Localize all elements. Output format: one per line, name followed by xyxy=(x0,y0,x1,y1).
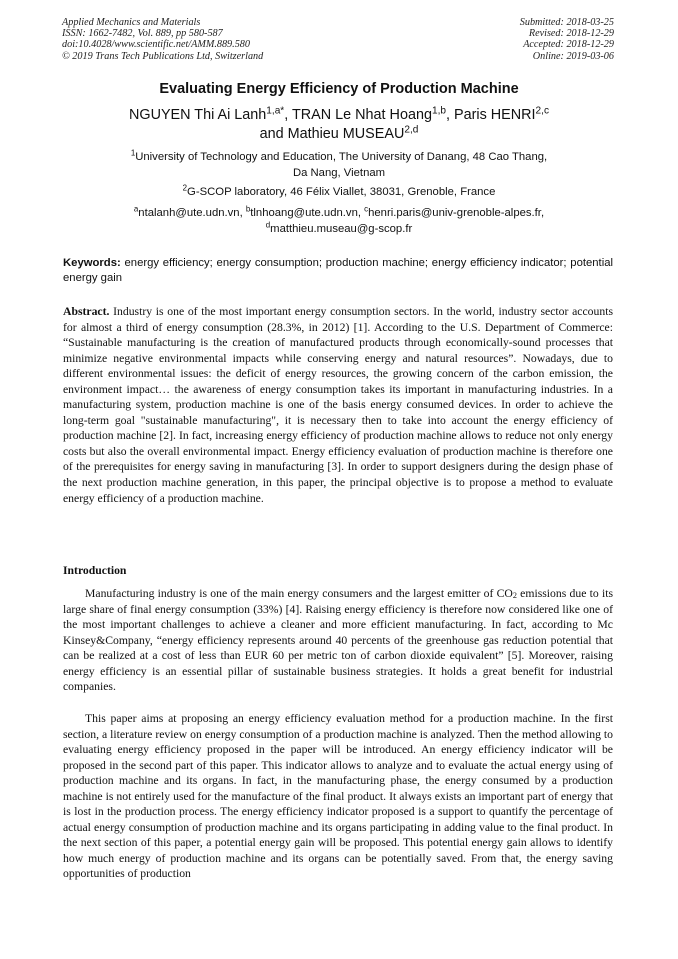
paragraph-text: emissions due to its large share of final energy consumption (33%) [4]. Raising energy efficiency is therefore now considered like one of the most important challenges to achieve a cleaner and more efficient manufacturing. In fact, according to Mc Kinsey&Company, “energy efficiency represents around 40 percents of the greenhouse gas reduction potential that can be realized at a cost of less than EUR 60 per metric ton of carbon dioxide equivalent” [5]. Moreover, raising energy efficiency is an essential pillar of sustainable business strategies. It holds a great benefit for industrial companies. xyxy=(63,587,613,694)
abstract-label: Abstract. xyxy=(63,305,110,318)
affiliation-2 xyxy=(60,185,618,201)
keywords-text: energy efficiency; energy consumption; production machine; energy efficiency indicator; potential energy gain xyxy=(63,257,613,285)
email-link[interactable]: ntalanh@ute.udn.vn, xyxy=(138,207,246,219)
journal-issn: ISSN: 1662-7482, Vol. 889, pp 580-587 xyxy=(62,28,223,40)
author-line-2 xyxy=(60,125,618,144)
author-name: Paris HENRI xyxy=(453,107,536,123)
journal-name: Applied Mechanics and Materials xyxy=(62,17,201,28)
email-link[interactable]: henri.paris@univ-grenoble-alpes.fr, xyxy=(368,207,545,219)
introduction-paragraph-2: This paper aims at proposing an energy efficiency evaluation method for a production machine. In the first section, a literature review on energy consumption of a production machine is analyzed. Then the method allowing to evaluating energy efficiency proposed in the paper will be introduced. An energy efficiency indicator will be proposed in the second part of this paper. This indicator allows to analyze and to evaluate the actual energy using of production machine and its organs. In fact, in the manufacturing phase, the energy consumed by a production machine is not entirely used for the manufacture of the final product. It always exists an important part of energy that is lost in the production process. The energy efficiency indicator proposed is a support to quantify the percentage of actual energy consumption of production machine and its organs participating in adding value to the final product. In the next section of this paper, a potential energy gain will be proposed. This potential energy gain allows to identify how much energy of production machine and its organs can be potentially saved. From that, the energy saving opportunities of production xyxy=(63,712,613,881)
author-affiliation-mark: 2,c xyxy=(535,105,549,117)
author-line-1 xyxy=(60,106,618,125)
paper-title: Evaluating Energy Efficiency of Production Machine xyxy=(159,81,519,97)
section-heading-introduction: Introduction xyxy=(63,564,127,577)
date-submitted: Submitted: 2018-03-25 xyxy=(519,17,614,28)
email-mark: c xyxy=(364,204,369,214)
keywords xyxy=(63,256,613,287)
email-mark: b xyxy=(245,204,251,214)
affiliation-mark: 2 xyxy=(182,183,188,193)
email-mark: a xyxy=(133,204,139,214)
date-revised: Revised: 2018-12-29 xyxy=(528,28,614,40)
affiliation-mark: 1 xyxy=(130,148,136,158)
author-name: and Mathieu MUSEAU xyxy=(259,126,405,142)
journal-doi: doi:10.4028/www.scientific.net/AMM.889.580 xyxy=(62,39,250,51)
author-separator: , xyxy=(445,107,454,123)
introduction-paragraph-1 xyxy=(63,586,613,695)
author-name: TRAN Le Nhat Hoang xyxy=(291,107,432,123)
affiliation-text: Da Nang, Vietnam xyxy=(292,166,386,179)
author-list xyxy=(60,106,618,144)
date-accepted: Accepted: 2018-12-29 xyxy=(523,39,614,51)
author-separator: , xyxy=(284,107,292,123)
subscript: 2 xyxy=(512,591,517,601)
journal-info xyxy=(62,17,263,62)
affiliation-1 xyxy=(60,150,618,181)
keywords-label: Keywords: xyxy=(63,257,121,269)
paragraph-text: Manufacturing industry is one of the main energy consumers and the largest emitter of CO xyxy=(85,587,513,600)
email-link[interactable]: matthieu.museau@g-scop.fr xyxy=(270,222,413,235)
affiliation-text: G-SCOP laboratory, 46 Félix Viallet, 38031, Grenoble, France xyxy=(187,186,496,198)
submission-dates xyxy=(520,17,614,62)
email-mark: d xyxy=(265,220,271,230)
author-affiliation-mark: 1,a* xyxy=(266,105,285,117)
journal-copyright: © 2019 Trans Tech Publications Ltd, Switzerland xyxy=(62,50,264,62)
email-link[interactable]: tlnhoang@ute.udn.vn, xyxy=(250,207,365,219)
author-affiliation-mark: 2,d xyxy=(404,124,419,136)
date-online: Online: 2019-03-06 xyxy=(532,50,614,62)
abstract-text: Industry is one of the most important energy consumption sectors. In the world, industry sector accounts for almost a third of energy consumption (28.3%, in 2012) [1]. According to the U.S. Department of Commerce: “Sustainable manufacturing is the creation of manufactured products through economically-sound processes that minimize negative environmental impacts while conserving energy and natural resources”. Nowadays, due to different environmental issues: the deficit of energy resources, the growing concern of the carbon emission, the environment impact… the awareness of energy consumption takes its important in manufacturing industries. In a manufacturing system, production machine is one of the basis energy consumed devices. In order to achieve the long-term goal "sustainable manufacturing", it is necessary then to take into account the energy efficiency of production machine [2]. In fact, increasing energy efficiency of production machine allows to reduce not only energy costs but also the overall environmental impact. Energy efficiency evaluation of production machine is therefore one of the prerequisites for energy saving in manufacturing [3]. In order to support designers during the design phase of the next production machine generation, in this paper, the principal objective is to propose a method to evaluate energy efficiency of a production machine. xyxy=(63,305,613,505)
author-affiliation-mark: 1,b xyxy=(431,105,446,117)
author-name: NGUYEN Thi Ai Lanh xyxy=(128,107,267,123)
author-emails xyxy=(60,206,618,237)
abstract xyxy=(63,304,613,506)
affiliation-text: University of Technology and Education, The University of Danang, 48 Cao Thang, xyxy=(135,151,548,163)
